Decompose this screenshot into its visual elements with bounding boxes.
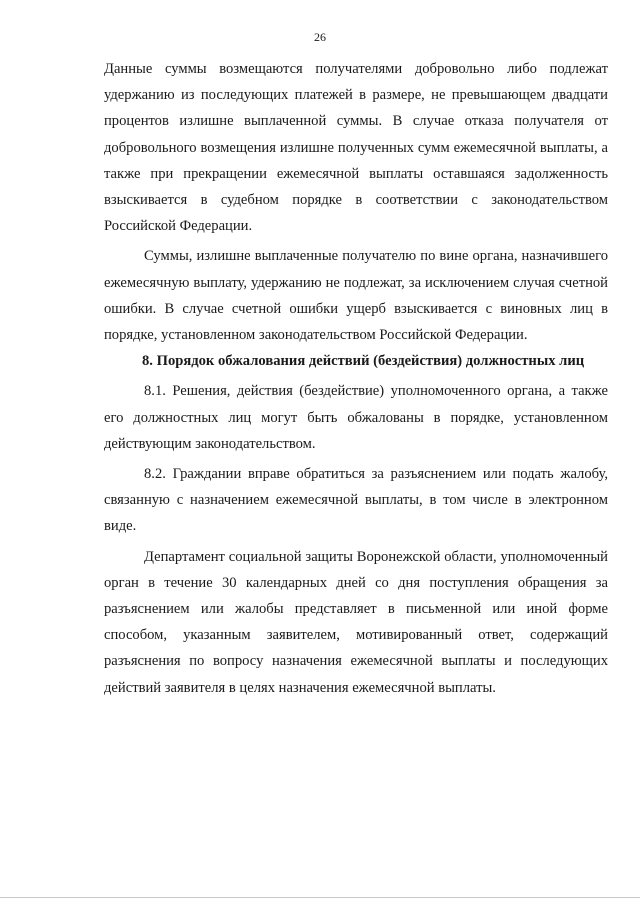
paragraph-8-1: 8.1. Решения, действия (бездействие) уполномоченного органа, а также его должностных лиц могут быть обжалованы в порядке, установленном действующим законодательством.: [104, 383, 608, 452]
page-number: 26: [314, 30, 326, 44]
section-title: 8. Порядок обжалования действий (бездействия) должностных лиц: [142, 353, 585, 370]
paragraph-refund-terms: Данные суммы возмещаются получателями добровольно либо подлежат удержанию из последующих платежей в размере, не превышающем двадцати процентов излишне выплаченной суммы. В случае отказа получателя от добровольного возмещения излишне полученных сумм ежемесячной выплаты, а также при прекращении ежемесячной выплаты оставшаяся задолженность взыскивается в судебном порядке в соответствии с законодательством Российской Федерации.: [104, 61, 608, 235]
paragraph-8-2: 8.2. Граждании вправе обратиться за разъяснением или подать жалобу, связанную с назначением ежемесячной выплаты, в том числе в электронном виде.: [104, 466, 608, 535]
paragraph-department: Департамент социальной защиты Воронежской области, уполномоченный орган в течение 30 календарных дней со дня поступления обращения за разъяснением или жалобы представляет в письменной или иной форме способом, указанным заявителем, мотивированный ответ, содержащий разъяснения по вопросу назначения ежемесячной выплаты и последующих действий заявителя в целях назначения ежемесячной выплаты.: [104, 548, 608, 696]
paragraph-overpaid-sums: Суммы, излишне выплаченные получателю по вине органа, назначившего ежемесячную выплату, удержанию не подлежат, за исключением случая счетной ошибки. В случае счетной ошибки ущерб взыскивается с виновных лиц в порядке, установленном законодательством Российской Федерации.: [104, 248, 608, 344]
document-body: [104, 56, 608, 701]
bottom-divider: [0, 897, 640, 898]
